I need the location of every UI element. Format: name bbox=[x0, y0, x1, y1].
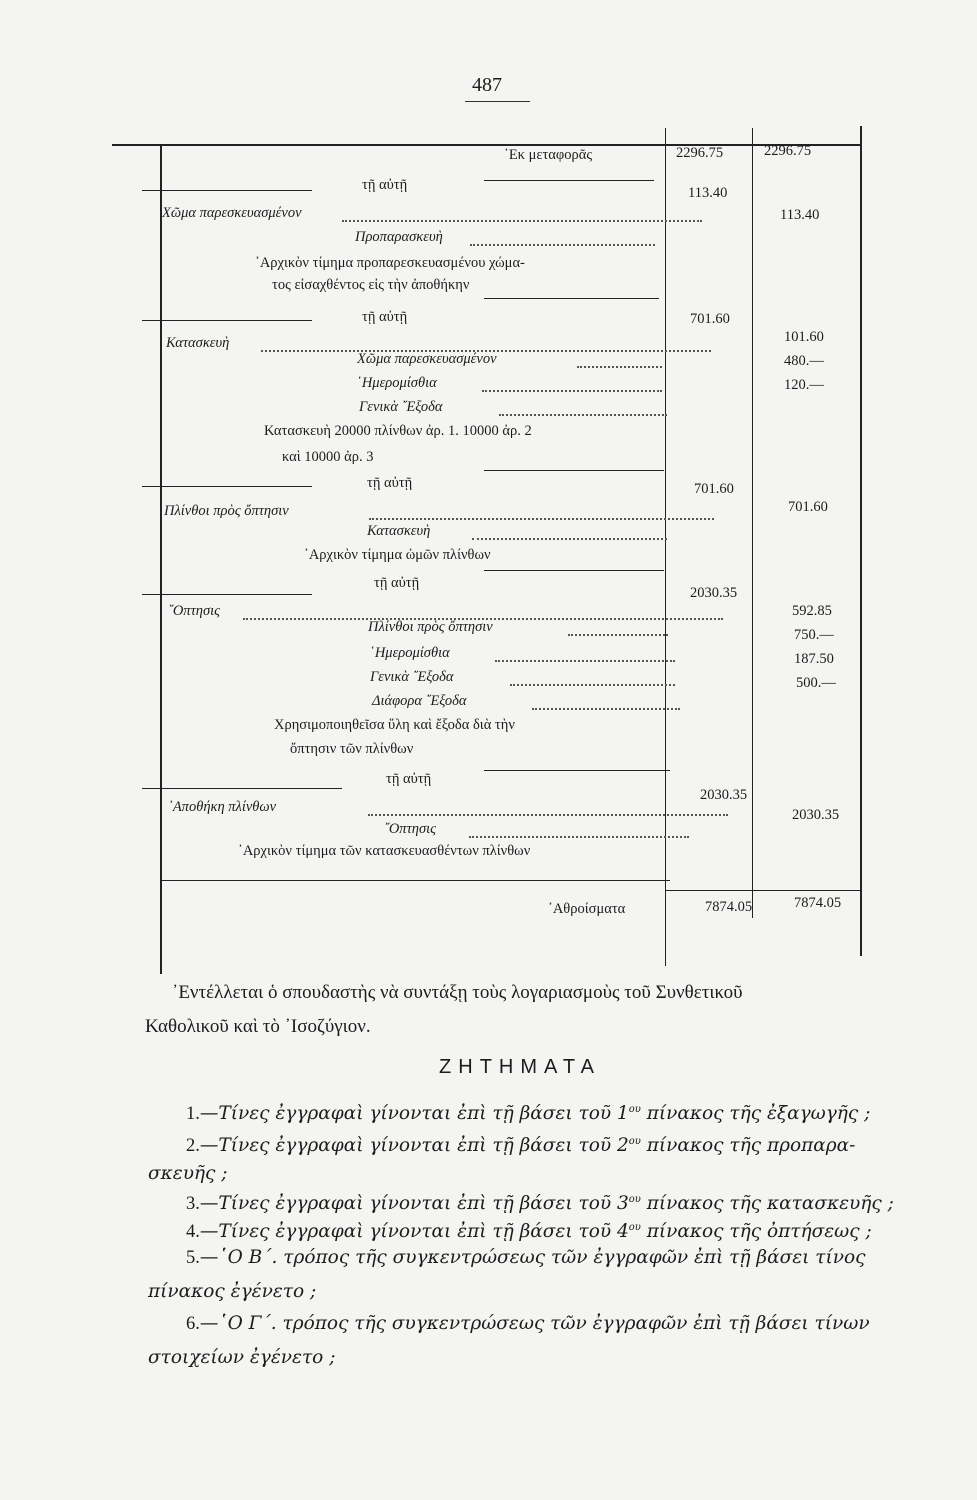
section-rule bbox=[142, 320, 312, 321]
dot-leader bbox=[342, 206, 702, 222]
dot-leader bbox=[368, 800, 728, 816]
dot-leader bbox=[510, 670, 675, 686]
debit-column-rule bbox=[665, 128, 666, 966]
dot-leader bbox=[369, 504, 714, 520]
question-item: 1.—Τίνες ἐγγραφαὶ γίνονται ἐπὶ τῇ βάσει τοῦ $1^{o\upsilon}$ πίνακος τῆς ἐξαγωγῆς ; bbox=[186, 1103, 871, 1125]
dot-leader bbox=[472, 524, 667, 540]
totals-rule bbox=[160, 880, 670, 881]
ledger-top-rule bbox=[112, 144, 860, 146]
instruction-line: Καθολικοῦ καὶ τὸ ᾿Ισοζύγιον. bbox=[145, 1016, 371, 1037]
ledger-right-rule bbox=[860, 126, 862, 956]
credit-amount: 2296.75 bbox=[764, 143, 812, 159]
question-item: 4.—Τίνες ἐγγραφαὶ γίνονται ἐπὶ τῇ βάσει τοῦ $4^{o\upsilon}$ πίνακος τῆς ὀπτήσεως ; bbox=[186, 1221, 872, 1243]
section-rule bbox=[484, 298, 659, 299]
credit-amount: 187.50 bbox=[794, 651, 834, 667]
section-rule bbox=[484, 770, 670, 771]
debit-amount: 2296.75 bbox=[676, 145, 724, 161]
section-rule bbox=[142, 788, 342, 789]
debit-total: 7874.05 bbox=[705, 899, 753, 915]
dot-leader bbox=[469, 822, 689, 838]
credit-amount: 101.60 bbox=[784, 329, 824, 345]
section-rule bbox=[142, 486, 312, 487]
dot-leader bbox=[568, 620, 668, 636]
question-item: 2.—Τίνες ἐγγραφαὶ γίνονται ἐπὶ τῇ βάσει τοῦ $2^{o\upsilon}$ πίνακος τῆς προπαρα- bbox=[186, 1135, 856, 1157]
question-item: πίνακος ἐγένετο ; bbox=[148, 1281, 317, 1302]
dot-leader bbox=[470, 230, 655, 246]
section-rule bbox=[484, 180, 654, 181]
credit-amount: 2030.35 bbox=[792, 807, 840, 823]
section-rule bbox=[484, 570, 664, 571]
section-rule bbox=[142, 190, 312, 191]
debit-amount: 701.60 bbox=[694, 481, 734, 497]
ledger-left-rule bbox=[160, 144, 162, 974]
section-rule bbox=[484, 470, 664, 471]
credit-amount: 701.60 bbox=[788, 499, 828, 515]
dot-leader bbox=[499, 400, 667, 416]
section-rule bbox=[142, 594, 312, 595]
question-item: 3.—Τίνες ἐγγραφαὶ γίνονται ἐπὶ τῇ βάσει τοῦ $3^{o\upsilon}$ πίνακος τῆς κατασκευῆς ; bbox=[186, 1193, 894, 1215]
dot-leader bbox=[495, 646, 675, 662]
amount-divider-rule bbox=[752, 128, 753, 918]
debit-amount: 701.60 bbox=[690, 311, 730, 327]
dot-leader bbox=[482, 376, 662, 392]
totals-amount-rule bbox=[665, 890, 860, 891]
credit-amount: 592.85 bbox=[792, 603, 832, 619]
debit-amount: 2030.35 bbox=[690, 585, 738, 601]
page-number-rule bbox=[465, 101, 530, 102]
credit-amount: 750.— bbox=[794, 627, 834, 643]
question-item: στοιχείων ἐγένετο ; bbox=[148, 1347, 336, 1368]
dot-leader bbox=[577, 352, 662, 368]
credit-amount: 120.— bbox=[784, 377, 824, 393]
questions-heading: ΖΗΤΗΜΑΤΑ bbox=[439, 1056, 601, 1078]
credit-amount: 113.40 bbox=[780, 207, 820, 223]
page-number: 487 bbox=[472, 74, 502, 96]
credit-amount: 480.— bbox=[784, 353, 824, 369]
ledger-table: ᾿Εκ μεταφορᾶς τῇ αὐτῇ Χῶμα παρεσκευασμένον Προπαρασκευὴ ᾿Αρχικὸν τίμημα προπαρεσκευασμένου χώμα- τος εἰσαχθέντος εἰς τὴν ἀποθήκην τῇ αὐτῇ Κατασκευὴ Χῶμα παρεσκευασμένον ῾Ημερομίσθια Γενικὰ ῎Εξοδα Κατασκευὴ 20000 πλίνθων ἀρ. 1. 10000 ἀρ. 2 καὶ 10000 ἀρ. 3 τῇ αὐτῇ Πλίνθοι πρὸς ὄπτησιν Κατασκευὴ ᾿Αρχικὸν τίμημα ὠμῶν πλίνθων τῇ αὐτῇ ῎Οπτησις Πλίνθοι πρὸς ὄπτησιν ῾Ημερομίσθια Γενικὰ ῎Εξοδα Διάφορα ῎Εξοδα Χρησιμοποιηθεῖσα ὕλη καὶ ἔξοδα διὰ τὴν ὄπτησιν τῶν πλίνθων τῇ αὐτῇ ᾿Αποθήκη πλίνθων ῎Οπτησις ᾿Αρχικὸν τίμημα τῶν κατασκευασθέντων πλίνθων ᾿Αθροίσματα 2296.75 113.40 701.60 701.60 2030.35 2030.35 7874.05 2296.75 113.40 101.60 480.— 120.— 701.60 592.85 750.— 187.50 500.— 2030.35 7874.05 bbox=[112, 118, 872, 968]
credit-total: 7874.05 bbox=[794, 895, 842, 911]
question-item: 5.—῾Ο Β΄. τρόπος τῆς συγκεντρώσεως τῶν ἐγγραφῶν ἐπὶ τῇ βάσει τίνος bbox=[186, 1247, 866, 1268]
question-item: 6.—῾Ο Γ΄. τρόπος τῆς συγκεντρώσεως τῶν ἐγγραφῶν ἐπὶ τῇ βάσει τίνων bbox=[186, 1313, 870, 1334]
debit-amount: 113.40 bbox=[688, 185, 728, 201]
debit-amount: 2030.35 bbox=[700, 787, 748, 803]
question-item: σκευῆς ; bbox=[148, 1163, 228, 1184]
dot-leader bbox=[532, 694, 680, 710]
instruction-line: ᾿Εντέλλεται ὁ σπουδαστὴς νὰ συντάξῃ τοὺς λογαριασμοὺς τοῦ Συνθετικοῦ bbox=[172, 982, 743, 1003]
credit-amount: 500.— bbox=[796, 675, 836, 691]
